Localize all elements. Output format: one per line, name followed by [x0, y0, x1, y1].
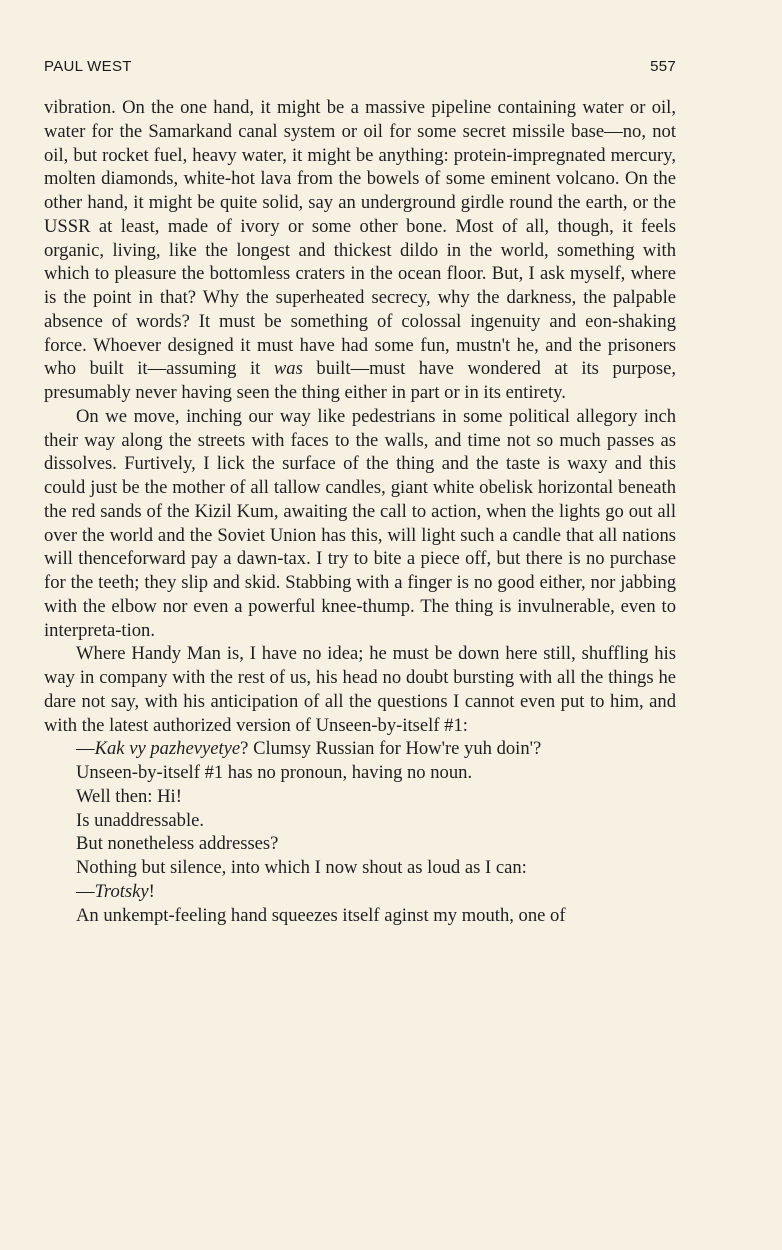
dialogue-line [44, 904, 676, 928]
running-head-author: PAUL WEST [44, 58, 132, 75]
dialogue-line [44, 832, 676, 856]
text-run: built—must have wondered at its purpose, presumably never having seen the thing either in part or in its entirety. [44, 358, 676, 403]
text-run: But nonetheless addresses? [76, 833, 279, 855]
text-run: — [76, 880, 95, 902]
text-run: Is unaddressable. [76, 809, 205, 831]
dialogue-line [44, 785, 676, 809]
italic-text: Trotsky [94, 880, 149, 902]
text-run: ? Clumsy Russian for How're yuh doin'? [240, 738, 542, 760]
paragraph [44, 96, 676, 405]
text-run: — [76, 738, 95, 760]
page-number: 557 [650, 58, 676, 75]
text-run: vibration. On the one hand, it might be a massive pipeline containing water or oil, water for the Samarkand canal system or oil for some secret missile base—no, not oil, but rocket fuel, heavy water, it might be anything: protein-impregnated mercury, molten diamonds, white-hot lava from the bowels of some eminent volcano. On the other hand, it might be quite solid, say an underground girdle round the earth, or the USSR at least, made of ivory or some other bone. Most of all, though, it feels organic, living, like the longest and thickest dildo in the world, something with which to pleasure the bottomless craters in the ocean floor. But, I ask myself, where is the point in that? Why the superheated secrecy, why the darkness, the palpable absence of words? It must be something of colossal ingenuity and eon-shaking force. Whoever designed it must have had some fun, mustn't he, and the prisoners who built it—assuming it [44, 97, 676, 380]
text-run: An unkempt-feeling hand squeezes itself aginst my mouth, one of [76, 904, 566, 926]
paragraph [44, 405, 676, 643]
dialogue-line [44, 880, 676, 904]
text-run: Where Handy Man is, I have no idea; he must be down here still, shuffling his way in company with the rest of us, his head no doubt bursting with all the things he dare not say, with his anticipation of all the questions I cannot even put to him, and with the latest authorized version of Unseen-by-itself #1: [44, 643, 676, 736]
italic-text: was [273, 358, 303, 380]
dialogue-line [44, 737, 676, 761]
text-run: Nothing but silence, into which I now shout as loud as I can: [76, 857, 527, 878]
text-run: Unseen-by-itself #1 has no pronoun, having no noun. [76, 762, 473, 783]
text-run: ! [148, 880, 155, 902]
italic-text: Kak vy pazhevyetye [94, 738, 241, 760]
dialogue-line [44, 761, 676, 785]
running-head [44, 58, 676, 80]
text-run: On we move, inching our way like pedestrians in some political allegory inch their way along the streets with faces to the walls, and time not so much passes as dissolves. Furtively, I lick the surface of the thing and the taste is waxy and this could just be the mother of all tallow candles, giant white obelisk horizontal beneath the red sands of the Kizil Kum, awaiting the call to action, when the lights go out all over the world and the Soviet Union has this, will light such a candle that all nations will thenceforward pay a dawn-tax. I try to bite a piece off, but there is no purchase for the teeth; they slip and skid. Stabbing with a finger is no good either, nor jabbing with the elbow nor even a powerful knee-thump. The thing is invulnerable, even to interpreta-tion. [44, 405, 676, 641]
dialogue-line [44, 809, 676, 833]
dialogue-line [44, 856, 676, 880]
paragraph [44, 642, 676, 737]
text-run: Well then: Hi! [76, 785, 182, 807]
body-text [44, 96, 676, 927]
